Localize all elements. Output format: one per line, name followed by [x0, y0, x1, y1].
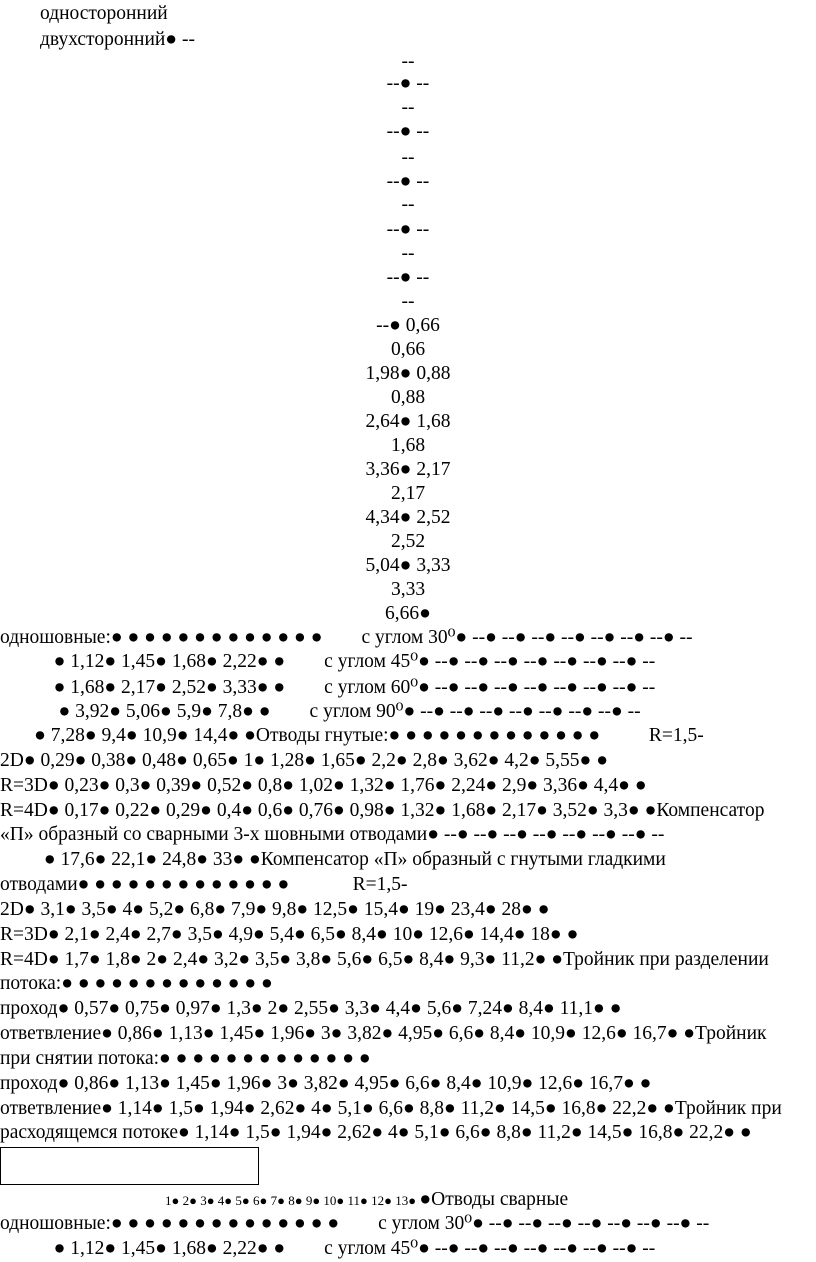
text-line: ● 1,12● 1,45● 1,68● 2,22● ● с углом 45⁰● --● --● --● --● --● --● --● --	[0, 651, 656, 672]
center-line: --	[401, 51, 415, 72]
text-line: ● 7,28● 9,4● 10,9● 14,4● ●Отводы гнутые:● ● ● ● ● ● ● ● ● ● ● ● ● R=1,5-	[0, 725, 704, 746]
text-line: «П» образный со сварными 3-х шовными отводами● --● --● --● --● --● --● --● --	[0, 824, 665, 845]
text-line: проход● 0,86● 1,13● 1,45● 1,96● 3● 3,82● 4,95● 6,6● 8,4● 10,9● 12,6● 16,7● ●	[0, 1073, 652, 1094]
text-line: R=4D● 1,7● 1,8● 2● 2,4● 3,2● 3,5● 3,8● 5,6● 6,5● 8,4● 9,3● 11,2● ●Тройник при разделении	[0, 949, 769, 970]
empty-table-cell	[0, 1147, 259, 1185]
text-line: при снятии потока:● ● ● ● ● ● ● ● ● ● ● ● ●	[0, 1048, 371, 1069]
text-line: ● 1,12● 1,45● 1,68● 2,22● ● с углом 45⁰● --● --● --● --● --● --● --● --	[0, 1238, 656, 1259]
center-line: 2,52	[390, 531, 426, 552]
text-line: ответвление● 1,14● 1,5● 1,94● 2,62● 4● 5,1● 6,6● 8,8● 11,2● 14,5● 16,8● 22,2● ●Тройник при	[0, 1098, 782, 1119]
center-line: --● --	[386, 267, 430, 288]
text-line: отводами● ● ● ● ● ● ● ● ● ● ● ● ● R=1,5-	[0, 874, 408, 895]
text-line: R=3D● 2,1● 2,4● 2,7● 3,5● 4,9● 5,4● 6,5● 8,4● 10● 12,6● 14,4● 18● ●	[0, 924, 579, 945]
text-line: R=3D● 0,23● 0,3● 0,39● 0,52● 0,8● 1,02● 1,32● 1,76● 2,24● 2,9● 3,36● 4,4● ●	[0, 775, 647, 796]
text-line: проход● 0,57● 0,75● 0,97● 1,3● 2● 2,55● 3,3● 4,4● 5,6● 7,24● 8,4● 11,1● ●	[0, 998, 622, 1019]
text-line: потока:● ● ● ● ● ● ● ● ● ● ● ● ●	[0, 973, 273, 994]
center-line: --● --	[386, 171, 430, 192]
text-line: 2D● 0,29● 0,38● 0,48● 0,65● 1● 1,28● 1,65● 2,2● 2,8● 3,62● 4,2● 5,55● ●	[0, 750, 608, 771]
center-line: 3,33	[390, 579, 426, 600]
text-line: ● 17,6● 22,1● 24,8● 33● ●Компенсатор «П» образный с гнутыми гладкими	[0, 849, 666, 870]
text-line: двухсторонний● --	[40, 29, 195, 50]
text-line: ● 3,92● 5,06● 5,9● 7,8● ● с углом 90⁰● --● --● --● --● --● --● --● --	[0, 701, 641, 722]
text-line: 2D● 3,1● 3,5● 4● 5,2● 6,8● 7,9● 9,8● 12,5● 15,4● 19● 23,4● 28● ●	[0, 899, 550, 920]
center-line: --● --	[386, 121, 430, 142]
center-line: 2,17	[390, 483, 426, 504]
center-line: 3,36● 2,17	[365, 459, 451, 480]
center-line: 0,66	[390, 339, 426, 360]
center-line: --● --	[386, 73, 430, 94]
text-line: одношовные:● ● ● ● ● ● ● ● ● ● ● ● ● ● с углом 30⁰● --● --● --● --● --● --● --● --	[0, 1213, 710, 1234]
numbers-line	[165, 1188, 816, 1213]
center-line: 5,04● 3,33	[365, 555, 451, 576]
center-line: --	[401, 243, 415, 264]
center-line: 6,66●	[385, 603, 431, 624]
center-line: 0,88	[390, 387, 426, 408]
center-line: 1,98● 0,88	[365, 363, 451, 384]
section-heading: ●Отводы сварные	[419, 1189, 569, 1210]
center-line: --	[401, 97, 415, 118]
text-line: одношовные:● ● ● ● ● ● ● ● ● ● ● ● ● с углом 30⁰● --● --● --● --● --● --● --● --	[0, 627, 693, 648]
center-line: --	[401, 147, 415, 168]
text-line: расходящемся потоке● 1,14● 1,5● 1,94● 2,62● 4● 5,1● 6,6● 8,8● 11,2● 14,5● 16,8● 22,2● ●	[0, 1122, 752, 1143]
center-line: 4,34● 2,52	[365, 507, 451, 528]
center-line: 1,68	[390, 435, 426, 456]
center-line: --	[401, 291, 415, 312]
text-line: односторонний	[40, 3, 168, 24]
text-line: ● 1,68● 2,17● 2,52● 3,33● ● с углом 60⁰● --● --● --● --● --● --● --● --	[0, 677, 656, 698]
text-line: ответвление● 0,86● 1,13● 1,45● 1,96● 3● 3,82● 4,95● 6,6● 8,4● 10,9● 12,6● 16,7● ●Тройник	[0, 1023, 767, 1044]
center-line: --	[401, 194, 415, 215]
center-line: 2,64● 1,68	[365, 411, 451, 432]
column-numbers: 1● 2● 3● 4● 5● 6● 7● 8● 9● 10● 11● 12● 13●	[165, 1193, 420, 1208]
text-line: R=4D● 0,17● 0,22● 0,29● 0,4● 0,6● 0,76● 0,98● 1,32● 1,68● 2,17● 3,52● 3,3● ●Компенсатор	[0, 800, 765, 821]
center-line: --● 0,66	[376, 315, 440, 336]
center-line: --● --	[386, 219, 430, 240]
